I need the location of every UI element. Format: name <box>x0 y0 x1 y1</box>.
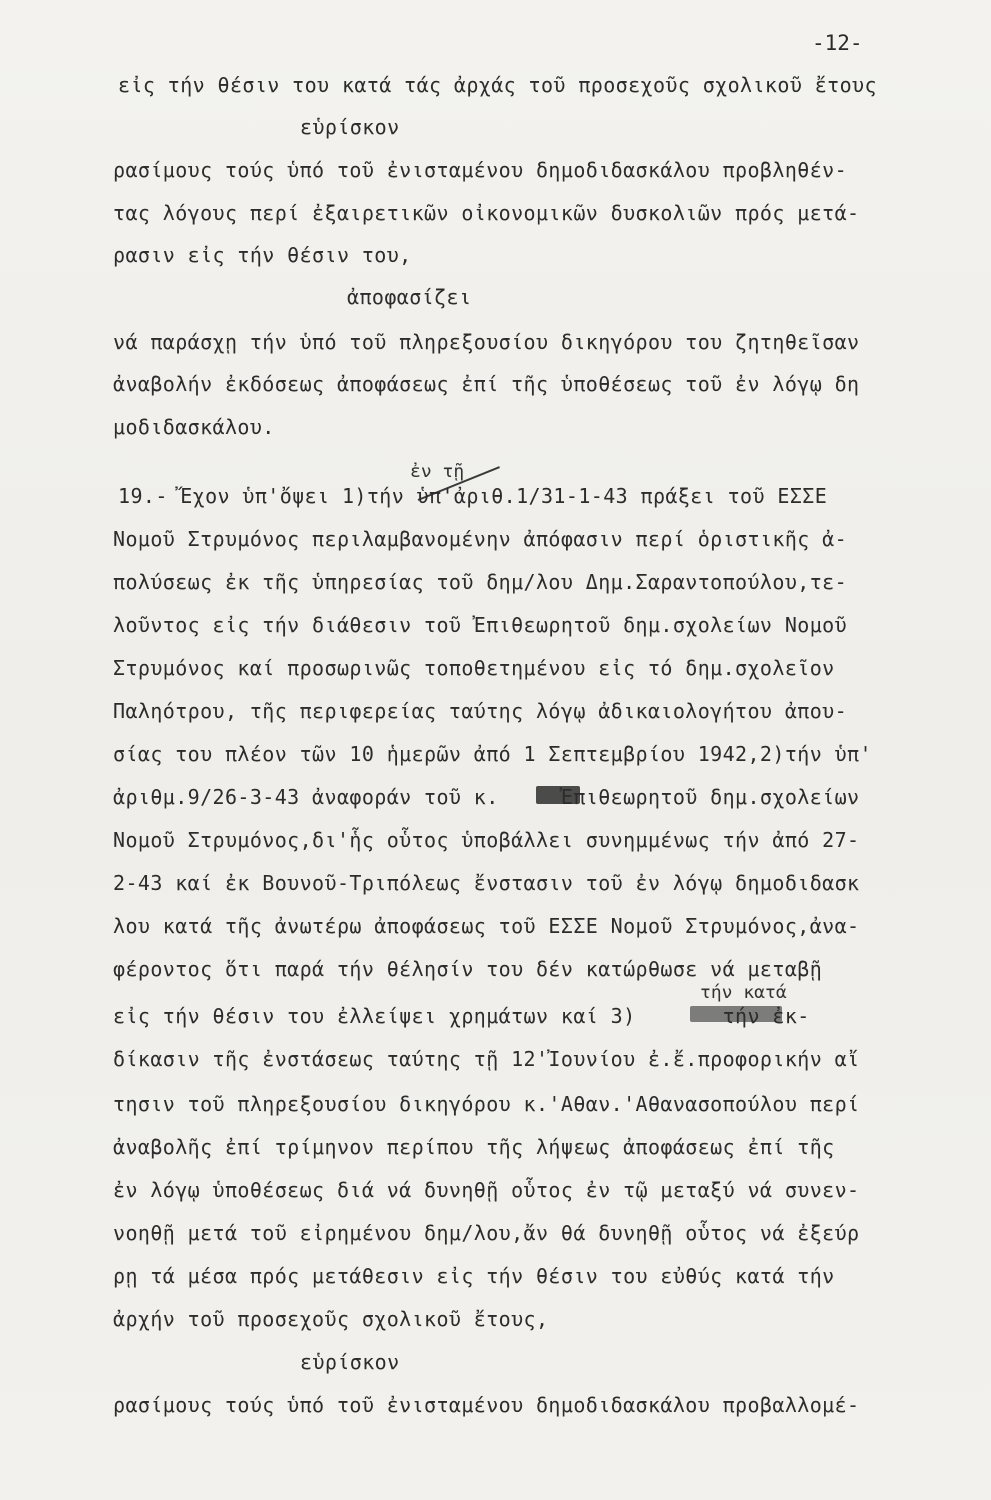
text-line-8: ἀναβολήν ἐκδόσεως ἀποφάσεως ἐπί τῆς ὑποθέσεως τοῦ ἐν λόγῳ δη <box>113 372 860 396</box>
text-line-11: Νομοῦ Στρυμόνος περιλαμβανομένην ἀπόφασιν περί ὁριστικῆς ἀ- <box>113 527 848 551</box>
text-line-16: σίας του πλέον τῶν 10 ἡμερῶν ἀπό 1 Σεπτεμβρίου 1942,2)τήν ὑπ' <box>113 742 872 766</box>
text-line-25: ἀναβολῆς ἐπί τρίμηνον περίπου τῆς λήψεως ἀποφάσεως ἐπί τῆς <box>113 1135 835 1159</box>
text-line-14: Στρυμόνος καί προσωρινῶς τοποθετημένου εἰς τό δημ.σχολεῖον <box>113 656 835 680</box>
interlinear-note-tin-kata: τήν κατά <box>700 982 787 1003</box>
text-line-17: ἀριθμ.9/26-3-43 ἀναφοράν τοῦ κ. Ἐπιθεωρητοῦ δημ.σχολείων <box>113 785 860 809</box>
text-line-19: 2-43 καί ἐκ Βουνοῦ-Τριπόλεως ἔνστασιν τοῦ ἐν λόγῳ δημοδιδασκ <box>113 871 860 895</box>
text-line-12: πολύσεως ἐκ τῆς ὑπηρεσίας τοῦ δημ/λου Δημ.Σαραντοπούλου,τε- <box>113 570 848 594</box>
text-line-26: ἐν λόγῳ ὑποθέσεως διά νά δυνηθῇ οὗτος ἐν τῷ μεταξύ νά συνεν- <box>113 1178 860 1202</box>
text-line-3: ρασίμους τούς ὑπό τοῦ ἐνισταμένου δημοδιδασκάλου προβληθέν- <box>113 158 848 182</box>
text-line-2: εὑρίσκον <box>300 115 400 139</box>
page-number: -12- <box>812 31 863 55</box>
text-line-30: εὑρίσκον <box>300 1350 400 1374</box>
text-line-15: Παληότρου, τῆς περιφερείας ταύτης λόγῳ ἀδικαιολογήτου ἀπου- <box>113 699 848 723</box>
text-line-21: φέροντος ὅτι παρά τήν θέλησίν του δέν κατώρθωσε νά μεταβῇ <box>113 957 823 981</box>
text-line-28: ρῃ τά μέσα πρός μετάθεσιν εἰς τήν θέσιν του εὐθύς κατά τήν <box>113 1264 835 1288</box>
text-line-9: μοδιδασκάλου. <box>113 415 275 439</box>
text-line-20: λου κατά τῆς ἀνωτέρω ἀποφάσεως τοῦ ΕΣΣΕ Νομοῦ Στρυμόνος,ἀνα- <box>113 914 860 938</box>
interlinear-note-en-ti: ἐν τῇ <box>410 461 465 482</box>
text-line-6: ἀποφασίζει <box>347 285 472 309</box>
text-line-29: ἀρχήν τοῦ προσεχοῦς σχολικοῦ ἔτους, <box>113 1307 549 1331</box>
text-line-1: εἰς τήν θέσιν του κατά τάς ἀρχάς τοῦ προσεχοῦς σχολικοῦ ἔτους <box>118 73 877 97</box>
text-line-31: ρασίμους τούς ὑπό τοῦ ἐνισταμένου δημοδιδασκάλου προβαλλομέ- <box>113 1393 860 1417</box>
text-line-22: εἰς τήν θέσιν του ἐλλείψει χρημάτων καί 3) τήν ἐκ- <box>113 1004 810 1028</box>
text-line-7: νά παράσχῃ τήν ὑπό τοῦ πληρεξουσίου δικηγόρου του ζητηθεῖσαν <box>113 330 860 354</box>
text-line-10: 19.- Ἔχον ὑπ'ὄψει 1)τήν ὑπ'ἀριθ.1/31-1-43 πράξει τοῦ ΕΣΣΕ <box>118 484 828 508</box>
text-line-4: τας λόγους περί ἐξαιρετικῶν οἰκονομικῶν δυσκολιῶν πρός μετά- <box>113 201 860 225</box>
text-line-23: δίκασιν τῆς ἐνστάσεως ταύτης τῇ 12'Ἰουνίου ἐ.ἔ.προφορικήν αἴ <box>113 1047 860 1071</box>
text-line-24: τησιν τοῦ πληρεξουσίου δικηγόρου κ.'Αθαν.'Αθανασοπούλου περί <box>113 1092 860 1116</box>
text-line-13: λοῦντος εἰς τήν διάθεσιν τοῦ Ἐπιθεωρητοῦ δημ.σχολείων Νομοῦ <box>113 613 848 637</box>
text-line-5: ρασιν εἰς τήν θέσιν του, <box>113 243 412 267</box>
text-line-27: νοηθῇ μετά τοῦ εἰρημένου δημ/λου,ἄν θά δυνηθῇ οὗτος νά ἐξεύρ <box>113 1221 860 1245</box>
text-line-18: Νομοῦ Στρυμόνος,δι'ἧς οὗτος ὑποβάλλει συνημμένως τήν ἀπό 27- <box>113 828 860 852</box>
